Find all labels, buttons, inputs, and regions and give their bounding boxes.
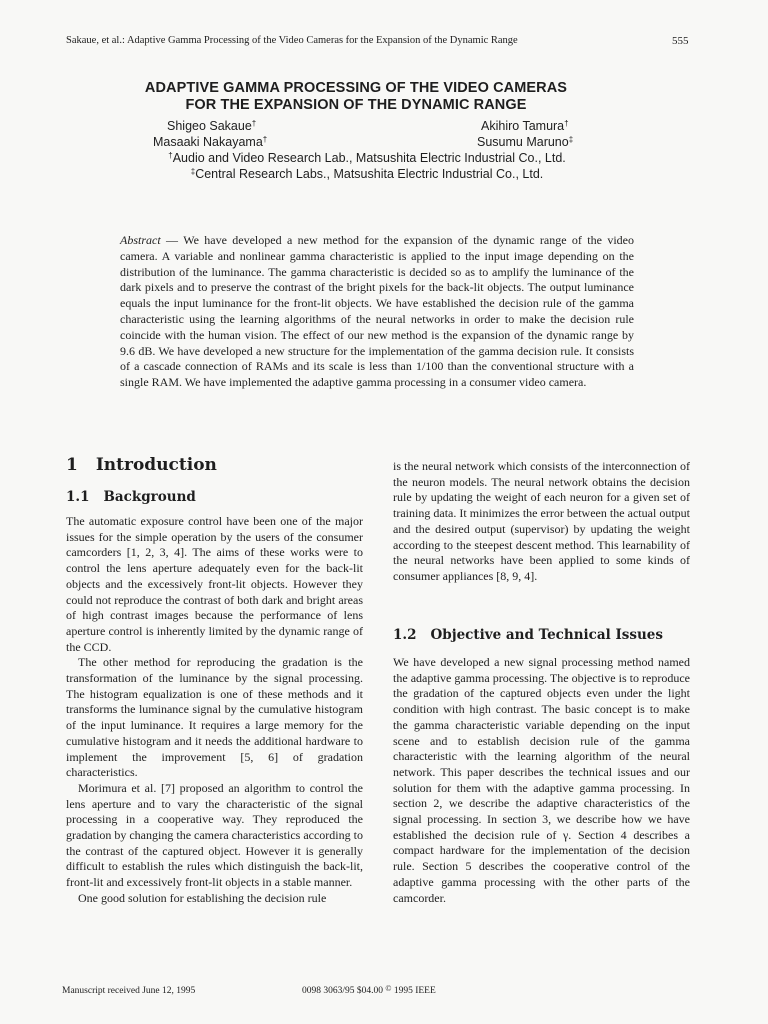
abstract-text: — We have developed a new method for the expansion of the dynamic range of the video camera. A variable and nonlinear gamma characteristic is applied to the input image depending on the distribution of the luminance. The gamma characteristic is decided so as to amplify the luminance of the dark pixels and to preserve the contrast of the bright pixels for the back-lit objects. The output luminance equals the input luminance for the front-lit objects. We have established the decision rule of the gamma characteristic using the learning algorithms of the neural networks in order to make the decision rule coincide with the human vision. The effect of our new method is the expansion of the dynamic range by 9.6 dB. We have developed a new structure for the implementation of the gamma decision rule. It consists of a cascade connection of RAMs and its scale is less than 1/100 than the conventional structure with a single RAM. We have implemented the adaptive gamma processing in a consumer video camera. [120,233,634,390]
section-heading-introduction: 1 Introduction [66,455,217,475]
author-2: Akihiro Tamura† [481,119,569,133]
paragraph: Morimura et al. [7] proposed an algorithm to control the lens aperture and to vary the characteristic of the signal processing in a cooperative way. They reproduced the gradation by changing the camera characteristics according to the contrast of the captured object. However it is generally difficult to establish the rules which distinguish the back-lit, front-lit and excessively front-lit objects in a stable manner. [66,780,363,890]
subsection-heading-objective: 1.2 Objective and Technical Issues [393,627,663,643]
paragraph: The other method for reproducing the gradation is the transformation of the luminance by the signal processing. The histogram equalization is one of these methods and it transforms the luminance signal by the cumulative histogram of the input luminance. It requires a large memory for the cumulative histogram and it needs the additional hardware to implement the improvement [5, 6] of gradation characteristics. [66,655,363,780]
abstract-label: Abstract [120,233,161,247]
author-1: Shigeo Sakaue† [167,119,257,133]
left-column [66,514,363,907]
right-column-bottom [393,655,690,906]
abstract [120,233,634,391]
manuscript-received-note: Manuscript received June 12, 1995 [62,986,196,996]
paragraph: We have developed a new signal processing method named the adaptive gamma processing. The objective is to reproduce the gradation of the captured objects even under the light condition with high contrast. The basic concept is to make the gamma characteristic variable depending on the input scene and to establish decision rule of the gamma characteristic with the learning algorithm of the neural network. This paper describes the technical issues and our solution for them with the adaptive gamma processing. In section 2, we describe the adaptive characteristics of the signal processing. In section 3, we describe how we have established the decision rule of γ. Section 4 describes a compact hardware for the implementation of the decision rule. Section 5 describes the cooperative control of the adaptive gamma processing with the other parts of the camcorder. [393,655,690,905]
paragraph: The automatic exposure control have been one of the major issues for the simple operation by the users of the consumer camcorders [1, 2, 3, 4]. The aims of these works were to control the lens aperture adequately even for the back-lit objects and the excessively front-lit objects. However they could not reproduce the contrast of both dark and bright areas of high contrast images because the performance of lens aperture control is inherently limited by the dynamic range of the CCD. [66,514,363,654]
right-column-top [393,459,690,585]
paper-title-line-2: FOR THE EXPANSION OF THE DYNAMIC RANGE [185,97,527,113]
copyright-line: 0098 3063/95 $04.00 © 1995 IEEE [302,984,436,996]
author-3: Masaaki Nakayama† [153,135,268,149]
affiliation-2: ‡Central Research Labs., Matsushita Electric Industrial Co., Ltd. [190,167,544,181]
paper-title-line-1: ADAPTIVE GAMMA PROCESSING OF THE VIDEO CAMERAS [144,80,568,96]
subsection-heading-background: 1.1 Background [66,489,196,505]
paragraph: is the neural network which consists of the interconnection of the neuron models. The neural network obtains the decision rule by updating the weight of each neuron for a given set of training data. It minimizes the error between the actual output and the desired output (supervisor) by updating the weight according to the steepest descent method. This learnability of the neural networks have been applied to some kinds of consumer appliances [8, 9, 4]. [393,459,690,583]
author-4: Susumu Maruno‡ [477,135,574,149]
paragraph: One good solution for establishing the decision rule [78,890,327,905]
affiliation-1: †Audio and Video Research Lab., Matsushita Electric Industrial Co., Ltd. [168,151,566,165]
running-head: Sakaue, et al.: Adaptive Gamma Processing of the Video Cameras for the Expansion of the Dynamic Range [66,35,518,46]
page-number: 555 [672,35,689,47]
